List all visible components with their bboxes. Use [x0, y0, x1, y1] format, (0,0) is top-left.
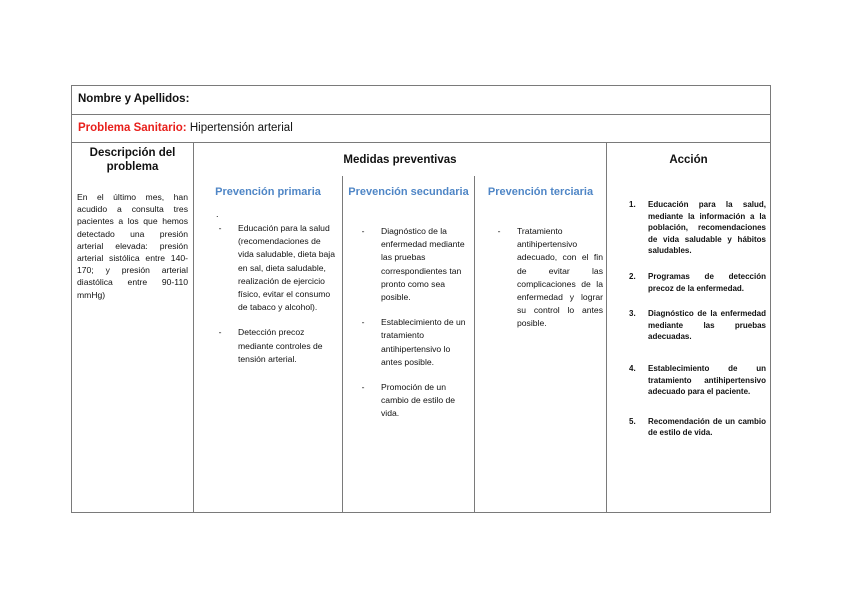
care-plan-table: [71, 85, 771, 513]
table-rule-1: [71, 114, 771, 115]
action-list: [629, 199, 766, 453]
list-item: - Promoción de un cambio de estilo de vida.: [361, 382, 456, 419]
list-item: 2. Programas de detección precoz de la enfermedad.: [629, 271, 766, 293]
problem-description: En el último mes, han acudido a consulta tres pacientes a los que hemos detectado una presión arterial elevada: presión arterial sistólica entre 140-170; y presión arterial diastólica entre 90-110 mmHg): [77, 192, 188, 300]
list-item: 3. Diagnóstico de la enfermedad mediante las pruebas adecuadas.: [629, 309, 766, 342]
list-item: - Detección precoz mediante controles de tensión arterial.: [218, 327, 323, 364]
list-item: 5. Recomendación de un cambio de estilo de vida.: [629, 416, 766, 438]
primary-prevention-header: Prevención primaria: [215, 186, 321, 198]
problem-label: Problema Sanitario:: [78, 122, 187, 134]
table-border-bottom: [71, 512, 771, 513]
description-header: Descripción del problema: [89, 146, 176, 173]
list-item: - Educación para la salud (recomendaciones de vida saludable, dieta baja en sal, dieta saludable, realización de ejercicio físico, evitar el consumo de tabaco y alcohol).: [218, 223, 335, 313]
list-item: - Establecimiento de un tratamiento antihipertensivo lo antes posible.: [361, 317, 466, 367]
list-item: 1. Educación para la salud, mediante la información a la población, recomendaciones de vida saludable y hábitos saludables.: [629, 200, 766, 256]
primary-prevention-list: [214, 222, 337, 378]
problem-row: [78, 122, 293, 134]
tertiary-prevention-list: [493, 225, 603, 343]
problem-value: Hipertensión arterial: [189, 122, 293, 134]
secondary-prevention-header: Prevención secundaria: [348, 186, 469, 198]
list-item: 4. Establecimiento de un tratamiento antihipertensivo adecuado para el paciente.: [629, 363, 766, 397]
subcol-divider-2: [474, 176, 475, 513]
subcol-divider-1: [342, 176, 343, 513]
name-label: Nombre y Apellidos:: [78, 93, 190, 105]
primary-stray-dot: .: [216, 209, 219, 219]
measures-header: Medidas preventivas: [343, 153, 457, 166]
tertiary-prevention-header: Prevención terciaria: [487, 186, 594, 198]
secondary-prevention-list: [357, 225, 471, 433]
action-header: Acción: [669, 153, 708, 166]
table-border-right: [770, 85, 771, 513]
list-item: - Tratamiento antihipertensivo adecuado, con el fin de evitar las complicaciones de la enfermedad y lograr su control lo antes posible.: [497, 226, 603, 329]
col-divider-2: [606, 142, 607, 513]
list-item: - Diagnóstico de la enfermedad mediante las pruebas correspondientes tan pronto como sea posible.: [361, 226, 465, 303]
table-border-top: [71, 85, 771, 86]
